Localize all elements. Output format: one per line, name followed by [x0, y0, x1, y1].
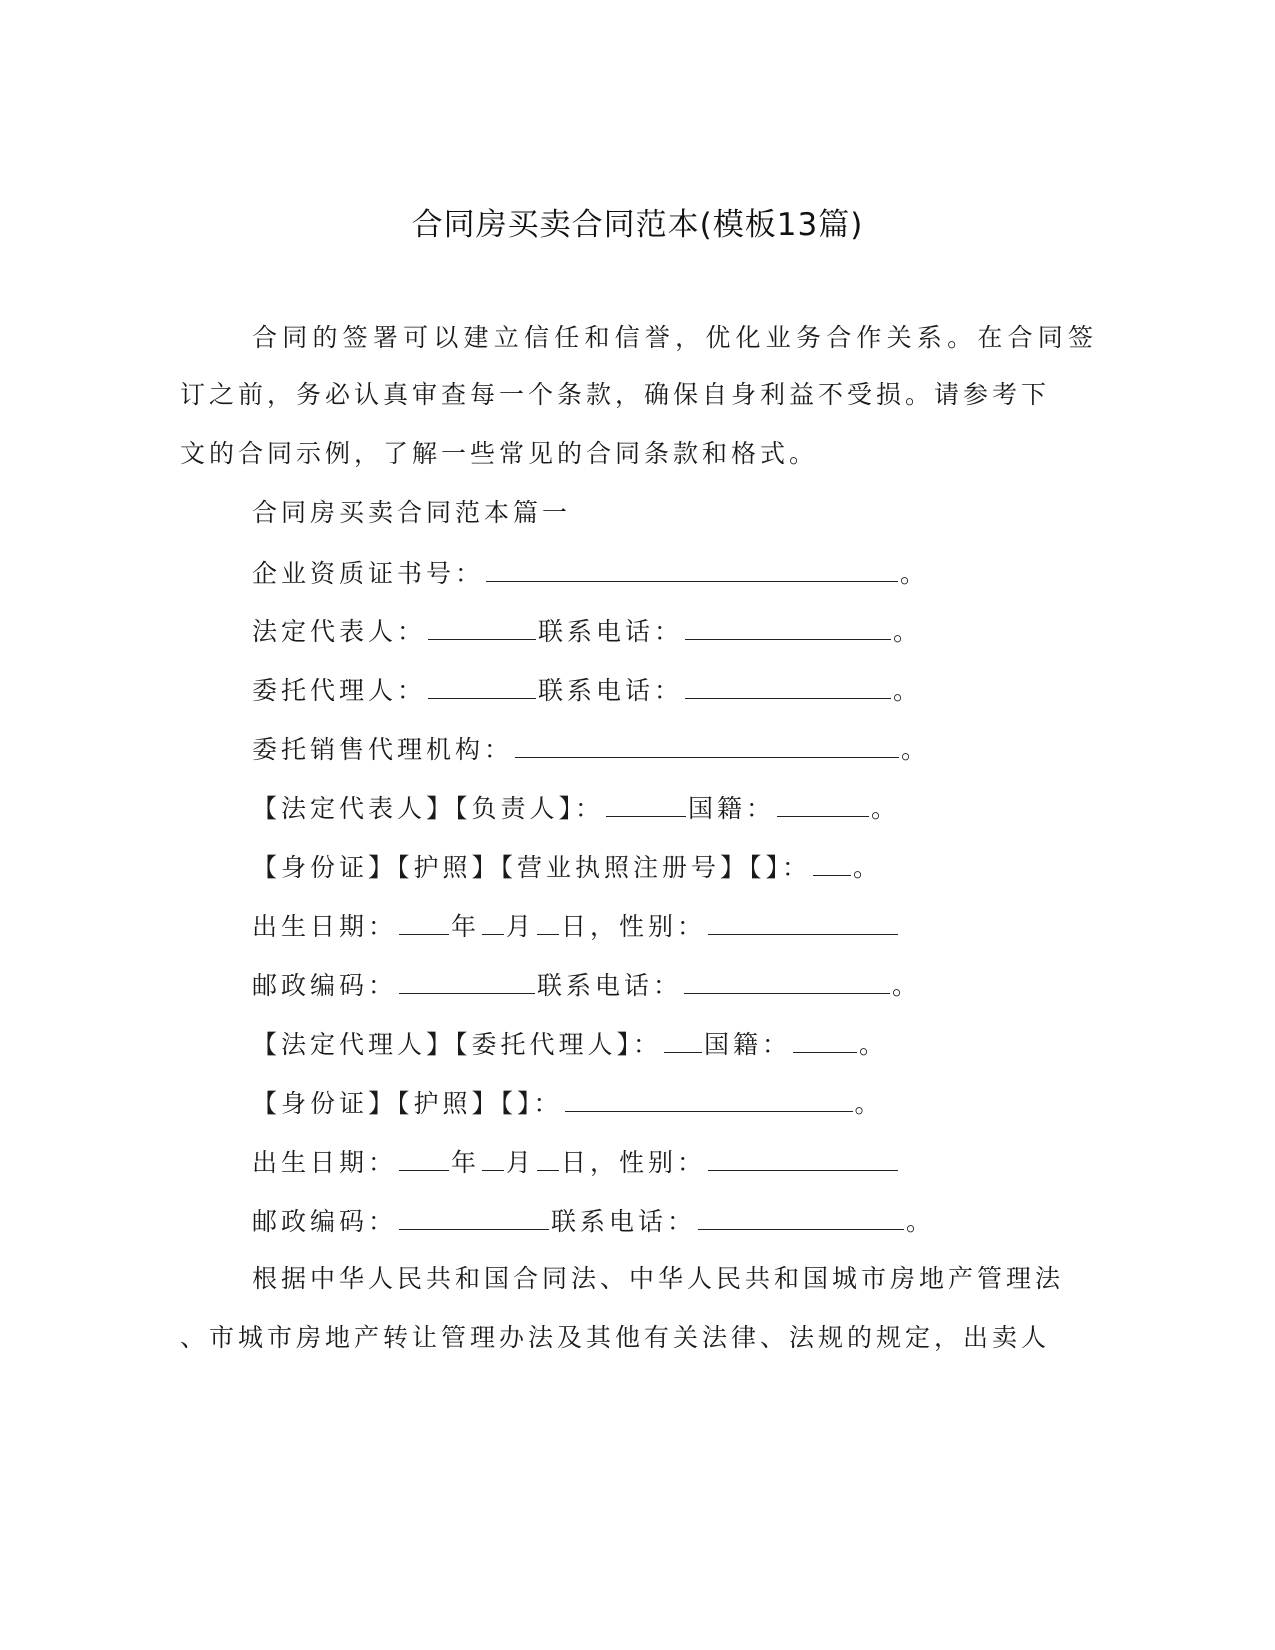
field-cert-no — [252, 555, 929, 592]
fill-blank[interactable] — [399, 967, 535, 994]
line-end: 。 — [901, 735, 931, 764]
day-gender-label: 日，性别： — [561, 1148, 707, 1177]
intro-line-3: 文的合同示例，了解一些常见的合同条款和格式。 — [180, 439, 819, 468]
line-end: 。 — [893, 617, 923, 646]
field-label: 企业资质证书号： — [252, 559, 485, 588]
field-label: 【身份证】【护照】【营业执照注册号】【】： — [252, 853, 812, 882]
field-label: 【身份证】【护照】【】： — [252, 1089, 563, 1118]
nationality-label: 国籍： — [704, 1030, 792, 1059]
fill-blank[interactable] — [664, 1026, 702, 1053]
field-id-doc — [252, 849, 882, 886]
fill-blank[interactable] — [486, 555, 898, 582]
section-heading: 合同房买卖合同范本篇一 — [252, 498, 572, 527]
phone-label: 联系电话： — [537, 971, 683, 1000]
field-label: 【法定代理人】【委托代理人】： — [252, 1030, 663, 1059]
intro-line-2: 订之前，务必认真审查每一个条款，确保自身利益不受损。请参考下 — [180, 380, 1051, 409]
field-agent — [252, 672, 922, 709]
line-end: 。 — [892, 971, 922, 1000]
fill-blank[interactable] — [685, 613, 891, 640]
line-end: 。 — [906, 1207, 936, 1236]
field-rep-nationality — [252, 790, 900, 827]
fill-blank[interactable] — [537, 1144, 559, 1171]
field-label: 法定代表人： — [252, 617, 427, 646]
line-end: 。 — [859, 1030, 889, 1059]
closing-line-1: 根据中华人民共和国合同法、中华人民共和国城市房地产管理法 — [252, 1264, 1065, 1293]
intro-line-1: 合同的签署可以建立信任和信誉，优化业务合作关系。在合同签 — [252, 323, 1097, 352]
fill-blank[interactable] — [428, 672, 536, 699]
year-label: 年 — [451, 912, 481, 941]
field-label: 委托代理人： — [252, 676, 427, 705]
fill-blank[interactable] — [399, 908, 449, 935]
field-label: 出生日期： — [252, 912, 398, 941]
fill-blank[interactable] — [708, 1144, 898, 1171]
line-end: 。 — [900, 559, 930, 588]
fill-blank[interactable] — [515, 731, 899, 758]
closing-line-2: 、市城市房地产转让管理办法及其他有关法律、法规的规定，出卖人 — [180, 1323, 1051, 1352]
fill-blank[interactable] — [606, 790, 686, 817]
fill-blank[interactable] — [684, 967, 890, 994]
year-label: 年 — [451, 1148, 481, 1177]
phone-label: 联系电话： — [551, 1207, 697, 1236]
month-label: 月 — [506, 1148, 536, 1177]
nationality-label: 国籍： — [688, 794, 776, 823]
line-end: 。 — [871, 794, 901, 823]
fill-blank[interactable] — [708, 908, 898, 935]
field-postal-1 — [252, 967, 921, 1004]
fill-blank[interactable] — [399, 1203, 549, 1230]
fill-blank[interactable] — [813, 849, 851, 876]
field-label: 【法定代表人】【负责人】： — [252, 794, 605, 823]
fill-blank[interactable] — [428, 613, 536, 640]
field-id-doc-2 — [252, 1085, 884, 1122]
fill-blank[interactable] — [698, 1203, 904, 1230]
line-end: 。 — [853, 853, 883, 882]
line-end: 。 — [854, 1089, 884, 1118]
fill-blank[interactable] — [399, 1144, 449, 1171]
field-birth-1 — [252, 908, 900, 945]
line-end: 。 — [893, 676, 923, 705]
field-label: 委托销售代理机构： — [252, 735, 514, 764]
phone-label: 联系电话： — [538, 617, 684, 646]
fill-blank[interactable] — [482, 1144, 504, 1171]
field-agent-nationality — [252, 1026, 888, 1063]
field-label: 出生日期： — [252, 1148, 398, 1177]
fill-blank[interactable] — [565, 1085, 853, 1112]
phone-label: 联系电话： — [538, 676, 684, 705]
fill-blank[interactable] — [482, 908, 504, 935]
field-label: 邮政编码： — [252, 1207, 398, 1236]
day-gender-label: 日，性别： — [561, 912, 707, 941]
field-postal-2 — [252, 1203, 935, 1240]
month-label: 月 — [506, 912, 536, 941]
fill-blank[interactable] — [537, 908, 559, 935]
document-title: 合同房买卖合同范本(模板13篇) — [411, 207, 864, 243]
fill-blank[interactable] — [777, 790, 869, 817]
field-label: 邮政编码： — [252, 971, 398, 1000]
field-birth-2 — [252, 1144, 900, 1181]
fill-blank[interactable] — [793, 1026, 857, 1053]
field-legal-rep — [252, 613, 922, 650]
fill-blank[interactable] — [685, 672, 891, 699]
field-sales-agency — [252, 731, 930, 768]
